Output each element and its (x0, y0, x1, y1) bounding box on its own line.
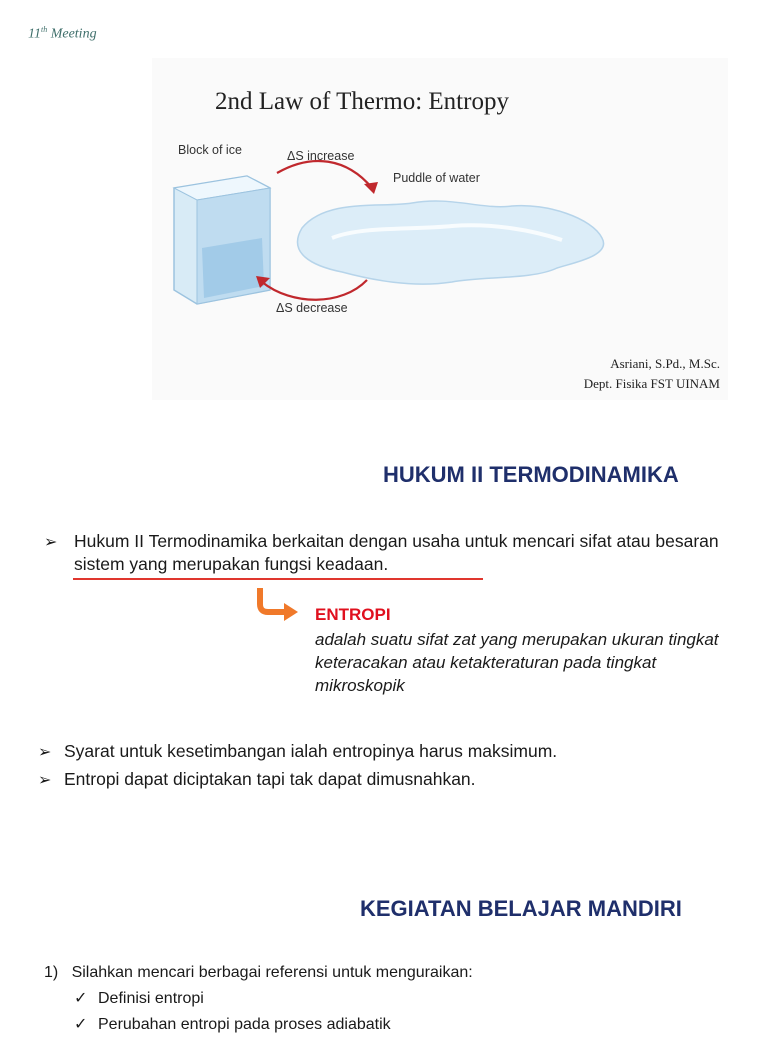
meeting-label (28, 25, 97, 43)
section-heading-hukum: HUKUM II TERMODINAMIKA (383, 462, 679, 487)
entropi-definition: adalah suatu sifat zat yang merupakan ukuran tingkat keteracakan atau ketakteraturan pada tingkat mikroskopik (315, 630, 719, 695)
list-number: 1) (44, 964, 59, 981)
sub-item-text: Definisi entropi (98, 990, 204, 1007)
author-name: Asriani, S.Pd., M.Sc. (610, 356, 720, 371)
meeting-number: 11 (28, 26, 41, 42)
sub-item-text: Perubahan entropi pada proses adiabatik (98, 1016, 391, 1033)
red-underline (73, 578, 483, 580)
bullet-text-entropi: Entropi dapat diciptakan tapi tak dapat dimusnahkan. (64, 769, 476, 789)
arrowhead-bullet-icon: ➢ (38, 744, 52, 761)
list-item-text: Silahkan mencari berbagai referensi untuk menguraikan: (71, 964, 473, 981)
bullet-item-hukum (44, 530, 734, 574)
numbered-list (44, 960, 473, 1038)
list-item (44, 960, 473, 986)
sub-list-item (44, 1012, 473, 1038)
bullet-item-entropi (38, 768, 476, 792)
meeting-suffix: th (40, 25, 48, 34)
sub-list-item (44, 986, 473, 1012)
checkmark-icon: ✓ (74, 1016, 88, 1033)
arrowhead-bullet-icon: ➢ (38, 772, 52, 789)
bullet-item-syarat (38, 740, 557, 764)
bullet-text-hukum: Hukum II Termodinamika berkaitan dengan usaha untuk mencari sifat atau besaran sistem yang merupakan fungsi keadaan. (74, 531, 719, 574)
checkmark-icon: ✓ (74, 990, 88, 1007)
label-delta-s-decrease: ΔS decrease (276, 301, 348, 315)
curved-arrow-icon (252, 586, 300, 622)
label-puddle-of-water: Puddle of water (393, 171, 480, 185)
section-heading-kegiatan: KEGIATAN BELAJAR MANDIRI (360, 896, 682, 921)
figure-title: 2nd Law of Thermo: Entropy (215, 88, 509, 115)
author-department: Dept. Fisika FST UINAM (583, 376, 720, 391)
increase-arrow-icon (277, 161, 372, 188)
label-delta-s-increase: ΔS increase (287, 149, 355, 163)
label-block-of-ice: Block of ice (178, 143, 242, 157)
meeting-word: Meeting (50, 26, 97, 42)
decrease-arrow-icon (262, 280, 367, 300)
entropi-term: ENTROPI (315, 605, 391, 624)
water-puddle-icon (298, 201, 604, 284)
ice-block-icon (174, 176, 270, 304)
entropy-figure (152, 58, 728, 400)
arrowhead-bullet-icon: ➢ (44, 534, 58, 551)
bullet-text-syarat: Syarat untuk kesetimbangan ialah entropinya harus maksimum. (64, 741, 558, 761)
author-block (584, 354, 720, 394)
